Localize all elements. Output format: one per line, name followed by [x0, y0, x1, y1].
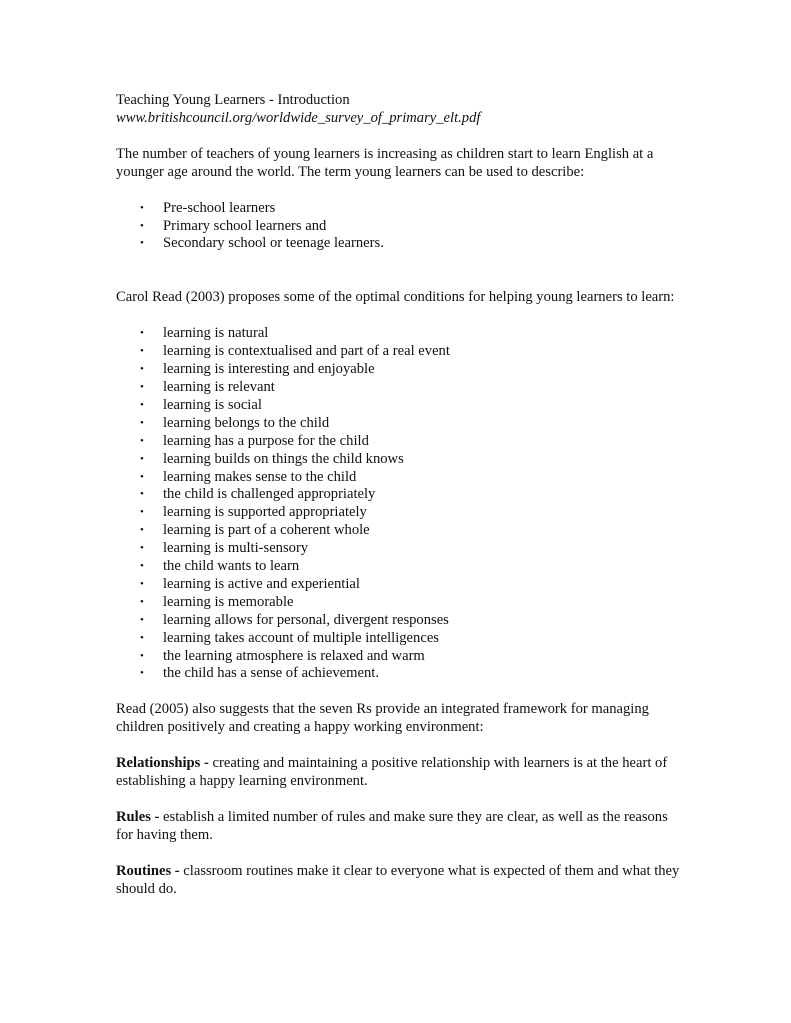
bullet-icon: •: [140, 577, 144, 590]
list-item: [116, 235, 686, 253]
list-item-text: the child is challenged appropriately: [163, 486, 376, 503]
document-page: [116, 92, 686, 899]
list-item: [116, 594, 686, 612]
bullet-icon: •: [140, 524, 144, 537]
bullet-icon: •: [140, 506, 144, 519]
r-description: creating and maintaining a positive relationship with learners is at the heart of establishing a happy learning environment.: [116, 755, 668, 790]
bullet-icon: •: [140, 398, 144, 411]
conditions-list: [116, 325, 686, 683]
list-item: [116, 504, 686, 522]
bullet-icon: •: [140, 452, 144, 465]
bullet-icon: •: [140, 470, 144, 483]
list-item-text: the learning atmosphere is relaxed and warm: [163, 647, 425, 664]
list-item: [116, 361, 686, 379]
list-item: [116, 576, 686, 594]
bullet-icon: •: [140, 595, 144, 608]
r-paragraph-rules: [116, 809, 686, 845]
list-item-text: Primary school learners and: [163, 217, 327, 234]
list-item-text: learning is interesting and enjoyable: [163, 361, 375, 378]
list-item: [116, 665, 686, 683]
list-item: [116, 343, 686, 361]
list-item-text: the child has a sense of achievement.: [163, 665, 379, 682]
list-item: [116, 218, 686, 236]
list-item-text: learning is social: [163, 396, 262, 413]
bullet-icon: •: [140, 237, 144, 250]
list-item: [116, 630, 686, 648]
bullet-icon: •: [140, 488, 144, 501]
list-item-text: learning is active and experiential: [163, 575, 360, 592]
list-item: [116, 397, 686, 415]
bullet-icon: •: [140, 560, 144, 573]
bullet-icon: •: [140, 613, 144, 626]
r-term: Rules -: [116, 809, 160, 825]
list-item-text: learning has a purpose for the child: [163, 432, 369, 449]
r-term: Relationships -: [116, 755, 209, 772]
r-paragraph-routines: [116, 863, 686, 899]
bullet-icon: •: [140, 345, 144, 358]
intro-paragraph: The number of teachers of young learners is increasing as children start to learn English at a younger age around the world. The term young learners can be used to describe:: [116, 145, 654, 180]
bullet-icon: •: [140, 416, 144, 429]
list-item-text: learning belongs to the child: [163, 414, 330, 431]
list-item-text: Secondary school or teenage learners.: [163, 235, 384, 252]
list-item-text: learning allows for personal, divergent responses: [163, 611, 449, 628]
learner-types-list: [116, 200, 686, 254]
spacer: [116, 791, 686, 809]
read-intro-paragraph: Carol Read (2003) proposes some of the optimal conditions for helping young learners to learn:: [116, 289, 675, 306]
spacer: [116, 182, 686, 200]
list-item: [116, 558, 686, 576]
list-item-text: the child wants to learn: [163, 558, 300, 575]
bullet-icon: •: [140, 542, 144, 555]
list-item-text: learning builds on things the child knows: [163, 450, 404, 467]
bullet-icon: •: [140, 201, 144, 214]
list-item: [116, 200, 686, 218]
bullet-icon: •: [140, 631, 144, 644]
list-item: [116, 648, 686, 666]
list-item-text: learning is natural: [163, 325, 269, 342]
bullet-icon: •: [140, 434, 144, 447]
r-term: Routines -: [116, 862, 180, 879]
spacer: [116, 128, 686, 146]
list-item-text: learning is supported appropriately: [163, 504, 367, 521]
list-item: [116, 612, 686, 630]
spacer: [116, 845, 686, 863]
list-item: [116, 451, 686, 469]
spacer: [116, 253, 686, 289]
list-item-text: learning makes sense to the child: [163, 468, 357, 485]
list-item-text: learning is multi-sensory: [163, 540, 309, 557]
list-item-text: learning is part of a coherent whole: [163, 522, 370, 539]
list-item: [116, 379, 686, 397]
source-url: www.britishcouncil.org/worldwide_survey_of_primary_elt.pdf: [116, 109, 481, 126]
list-item-text: learning is contextualised and part of a real event: [163, 343, 450, 360]
list-item: [116, 433, 686, 451]
seven-rs-intro-paragraph: Read (2005) also suggests that the seven Rs provide an integrated framework for managing children positively and creating a happy working environment:: [116, 701, 649, 736]
list-item-text: Pre-school learners: [163, 199, 276, 216]
list-item-text: learning is memorable: [163, 593, 294, 610]
document-title: Teaching Young Learners - Introduction: [116, 92, 350, 108]
bullet-icon: •: [140, 380, 144, 393]
list-item: [116, 540, 686, 558]
bullet-icon: •: [140, 667, 144, 680]
list-item-text: learning is relevant: [163, 378, 275, 395]
list-item: [116, 415, 686, 433]
bullet-icon: •: [140, 327, 144, 340]
list-item: [116, 469, 686, 487]
spacer: [116, 737, 686, 755]
list-item-text: learning takes account of multiple intelligences: [163, 629, 439, 646]
list-item: [116, 325, 686, 343]
r-description: establish a limited number of rules and make sure they are clear, as well as the reasons for having them.: [116, 809, 668, 843]
spacer: [116, 683, 686, 701]
r-paragraph-relationships: [116, 755, 686, 791]
spacer: [116, 307, 686, 325]
list-item: [116, 522, 686, 540]
bullet-icon: •: [140, 219, 144, 232]
bullet-icon: •: [140, 649, 144, 662]
r-description: classroom routines make it clear to everyone what is expected of them and what they should do.: [116, 862, 680, 897]
bullet-icon: •: [140, 363, 144, 376]
list-item: [116, 486, 686, 504]
